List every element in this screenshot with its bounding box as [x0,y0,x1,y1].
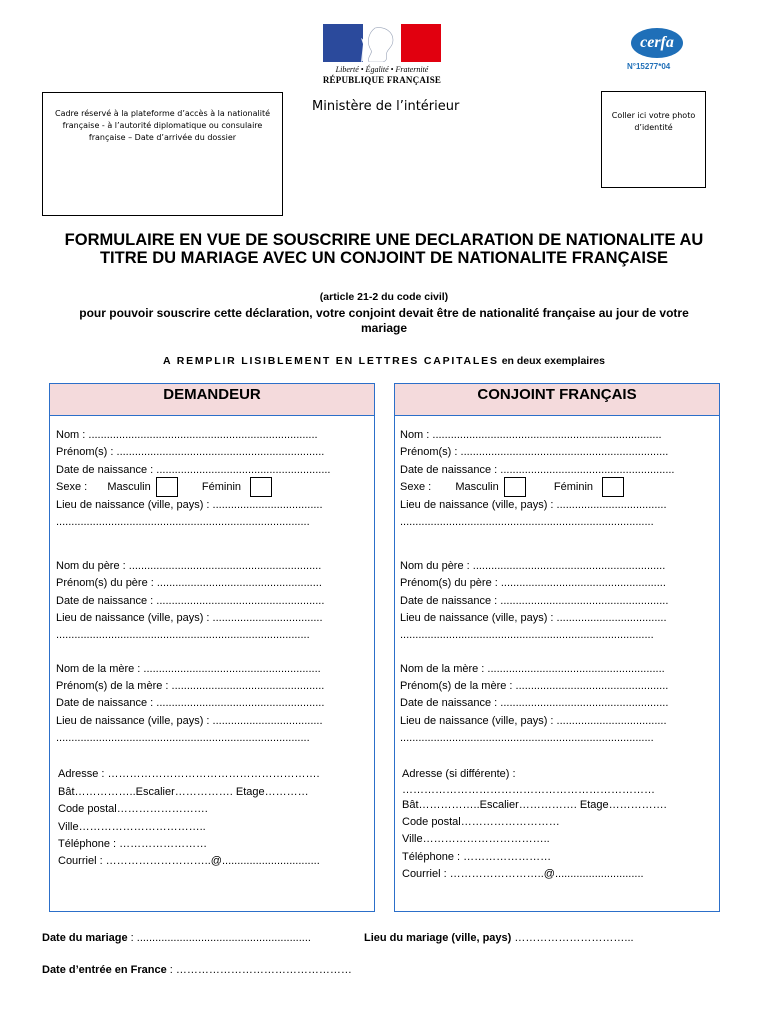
spouse-prenoms-field[interactable]: Prénom(s) : .................................................................... [400,446,669,458]
masculin-label: Masculin [107,480,151,493]
masculin-label: Masculin [455,480,499,493]
applicant-birthplace-field[interactable]: Lieu de naissance (ville, pays) : .................................... [56,499,323,511]
masculin-checkbox[interactable] [504,477,526,497]
republic-name: RÉPUBLIQUE FRANÇAISE [322,75,442,85]
father-prenoms-field[interactable]: Prénom(s) du père : ...................................................... [56,577,322,589]
spouse-address-field[interactable]: …………………………………………………………… [402,784,655,796]
spouse-father-nom-field[interactable]: Nom du père : ............................................................... [400,560,666,572]
applicant-postcode-field[interactable]: Code postal……………………. [58,803,208,815]
ministry-name: Ministère de l’intérieur [312,99,460,114]
fill-instruction-rest: en deux exemplaires [501,355,605,367]
spouse-birthplace-cont[interactable]: ................................................................................... [400,516,654,528]
father-nom-field[interactable]: Nom du père : ............................................................... [56,560,322,572]
father-birthplace-cont[interactable]: ................................................................................... [56,629,310,641]
spouse-father-birthdate-field[interactable]: Date de naissance : ....................................................... [400,595,669,607]
applicant-phone-field[interactable]: Téléphone : …………………… [58,838,208,850]
mother-birthplace-cont[interactable]: ................................................................................... [56,732,310,744]
cerfa-number: N°15277*04 [627,62,671,71]
photo-frame-text: Coller ici votre photo d’identité [611,111,696,132]
spouse-sex-row [400,477,624,497]
applicant-city-field[interactable]: Ville…………………………….. [58,821,206,833]
marriage-date-label: Date du mariage [42,932,128,944]
reserved-frame [42,92,283,216]
feminin-label: Féminin [201,480,242,493]
photo-frame[interactable] [601,91,706,188]
masculin-checkbox[interactable] [156,477,178,497]
feminin-checkbox[interactable] [250,477,272,497]
marriage-date-field[interactable] [42,932,311,944]
spouse-father-prenoms-field[interactable]: Prénom(s) du père : ...................................................... [400,577,666,589]
reserved-frame-text: Cadre réservé à la plateforme d’accès à la nationalité française - à l’autorité diplomatique ou consulaire française – Date d’arrivée du dossier [54,109,271,142]
mother-nom-field[interactable]: Nom de la mère : .......................................................... [56,663,321,675]
mother-birthdate-field[interactable]: Date de naissance : ....................................................... [56,697,325,709]
marriage-place-dots: …………………………... [511,932,634,944]
marriage-place-label: Lieu du mariage (ville, pays) [364,932,512,944]
feminin-label: Féminin [553,480,594,493]
father-birthdate-field[interactable]: Date de naissance : ....................................................... [56,595,325,607]
sex-label: Sexe : [56,480,88,493]
applicant-heading: DEMANDEUR [50,384,374,416]
spouse-building-field[interactable]: Bât……………..Escalier……………. Etage……………. [402,799,667,811]
applicant-birthplace-cont[interactable]: ................................................................................... [56,516,310,528]
mother-birthplace-field[interactable]: Lieu de naissance (ville, pays) : .................................... [56,715,323,727]
spouse-mother-birthplace-field[interactable]: Lieu de naissance (ville, pays) : .................................... [400,715,667,727]
spouse-address-label: Adresse (si différente) : [402,768,516,780]
spouse-mother-prenoms-field[interactable]: Prénom(s) de la mère : .................................................. [400,680,669,692]
spouse-mother-nom-field[interactable]: Nom de la mère : .......................................................... [400,663,665,675]
eligibility-condition: pour pouvoir souscrire cette déclaration, votre conjoint devait être de nationalité française au jour de votre mariage [79,306,689,335]
spouse-email-field[interactable]: Courriel : ……………………..@............................. [402,868,644,880]
marriage-date-dots: : ......................................................... [127,932,311,944]
marianne-flag-icon [323,24,441,62]
spouse-phone-field[interactable]: Téléphone : …………………… [402,851,552,863]
applicant-address-field[interactable]: Adresse : …………………………………………………. [58,768,320,780]
spouse-nom-field[interactable]: Nom : ........................................................................... [400,429,662,441]
applicant-prenoms-field[interactable]: Prénom(s) : .................................................................... [56,446,325,458]
spouse-panel [394,383,720,912]
applicant-sex-row [56,477,272,497]
entry-date-label: Date d’entrée en France [42,964,167,976]
spouse-birthplace-field[interactable]: Lieu de naissance (ville, pays) : .................................... [400,499,667,511]
applicant-birthdate-field[interactable]: Date de naissance : ......................................................... [56,464,331,476]
sex-label: Sexe : [400,480,432,493]
applicant-nom-field[interactable]: Nom : ........................................................................... [56,429,318,441]
spouse-mother-birthplace-cont[interactable]: ................................................................................... [400,732,654,744]
spouse-father-birthplace-field[interactable]: Lieu de naissance (ville, pays) : .................................... [400,612,667,624]
spouse-birthdate-field[interactable]: Date de naissance : ......................................................... [400,464,675,476]
spouse-father-birthplace-cont[interactable]: ................................................................................... [400,629,654,641]
spouse-city-field[interactable]: Ville…………………………….. [402,833,550,845]
father-birthplace-field[interactable]: Lieu de naissance (ville, pays) : .................................... [56,612,323,624]
spouse-heading: CONJOINT FRANÇAIS [395,384,719,416]
entry-date-field[interactable] [42,964,352,976]
entry-date-dots: : ………………………………………… [166,964,352,976]
republic-motto: Liberté • Égalité • Fraternité [335,65,429,74]
fill-instruction-caps: A REMPLIR LISIBLEMENT EN LETTRES CAPITALES [162,355,499,367]
fill-instruction [60,355,708,367]
republique-francaise-logo [321,24,443,85]
applicant-panel [49,383,375,912]
cerfa-logo-icon: cerfa [631,28,683,58]
form-title: FORMULAIRE EN VUE DE SOUSCRIRE UNE DECLARATION DE NATIONALITE AU TITRE DU MARIAGE AVEC UN CONJOINT DE NATIONALITE FRANÇAISE [64,231,704,267]
applicant-email-field[interactable]: Courriel : ………………………..@................................ [58,855,320,867]
spouse-postcode-field[interactable]: Code postal……………………… [402,816,560,828]
marriage-place-field[interactable] [364,932,634,944]
article-reference: (article 21-2 du code civil) [319,291,449,303]
spouse-mother-birthdate-field[interactable]: Date de naissance : ....................................................... [400,697,669,709]
mother-prenoms-field[interactable]: Prénom(s) de la mère : .................................................. [56,680,325,692]
feminin-checkbox[interactable] [602,477,624,497]
applicant-building-field[interactable]: Bât……………..Escalier……………. Etage………… [58,786,309,798]
